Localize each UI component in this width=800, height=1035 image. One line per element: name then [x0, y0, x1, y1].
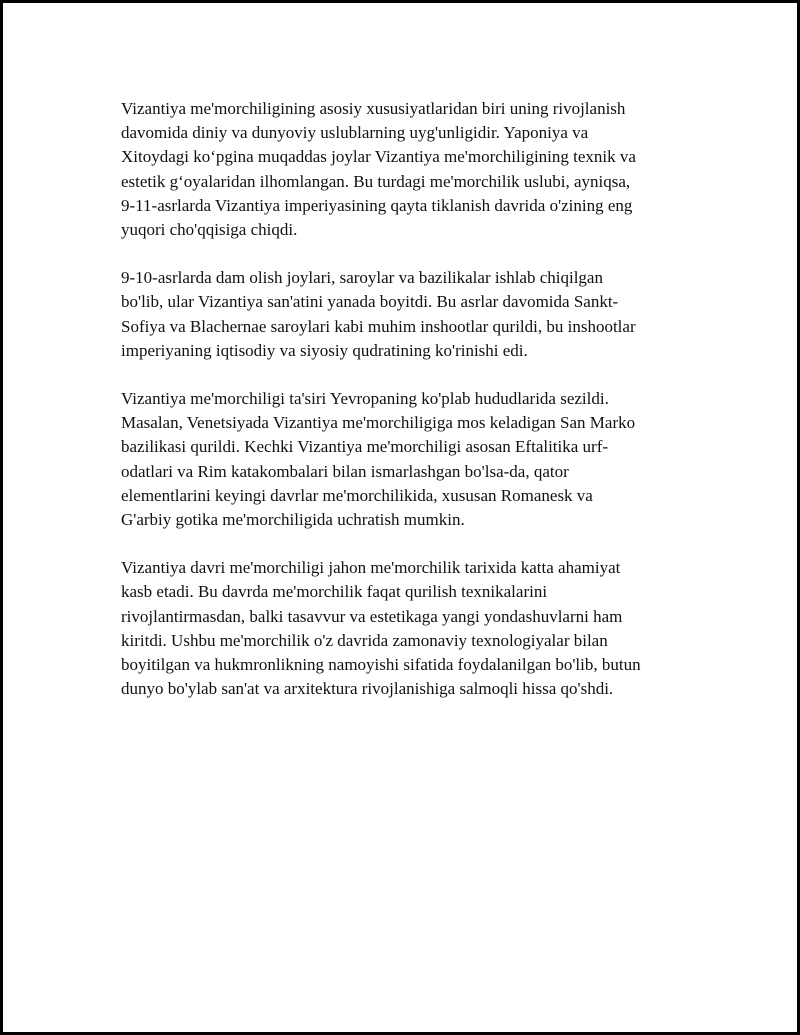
paragraph-1: Vizantiya me'morchiligining asosiy xususiyatlaridan biri uning rivojlanish davomida diniy va dunyoviy uslublarning uyg'unligidir. Yaponiya va Xitoydagi koʻpgina muqaddas joylar Vizantiya me'morchiligining texnik va estetik gʻoyalaridan ilhomlangan. Bu turdagi me'morchilik uslubi, ayniqsa, 9-11-asrlarda Vizantiya imperiyasining qayta tiklanish davrida o'zining eng yuqori cho'qqisiga chiqdi. — [121, 99, 636, 240]
paragraph-2: 9-10-asrlarda dam olish joylari, saroylar va bazilikalar ishlab chiqilgan bo'lib, ular Vizantiya san'atini yanada boyitdi. Bu asrlar davomida Sankt- Sofiya va Blachernae saroylari kabi muhim inshootlar qurildi, bu inshootlar imperiyaning iqtisodiy va siyosiy qudratining ko'rinishi edi. — [121, 268, 636, 360]
document-body — [121, 97, 701, 725]
paragraph-4: Vizantiya davri me'morchiligi jahon me'morchilik tarixida katta ahamiyat kasb etadi. Bu davrda me'morchilik faqat qurilish texnikalarini rivojlantirmasdan, balki tasavvur va estetikaga yangi yondashuvlarni ham kiritdi. Ushbu me'morchilik o'z davrida zamonaviy texnologiyalar bilan boyitilgan va hukmronlikning namoyishi sifatida foydalanilgan bo'lib, butun dunyo bo'ylab san'at va arxitektura rivojlanishiga salmoqli hissa qo'shdi. — [121, 558, 641, 699]
paragraph-3: Vizantiya me'morchiligi ta'siri Yevropaning ko'plab hududlarida sezildi. Masalan, Venetsiyada Vizantiya me'morchiligiga mos keladigan San Marko bazilikasi qurildi. Kechki Vizantiya me'morchiligi asosan Eftalitika urf- odatlari va Rim katakombalari bilan ismarlashgan bo'lsa-da, qator elementlarini keyingi davrlar me'morchilikida, xususan Romanesk va G'arbiy gotika me'morchiligida uchratish mumkin. — [121, 389, 636, 530]
